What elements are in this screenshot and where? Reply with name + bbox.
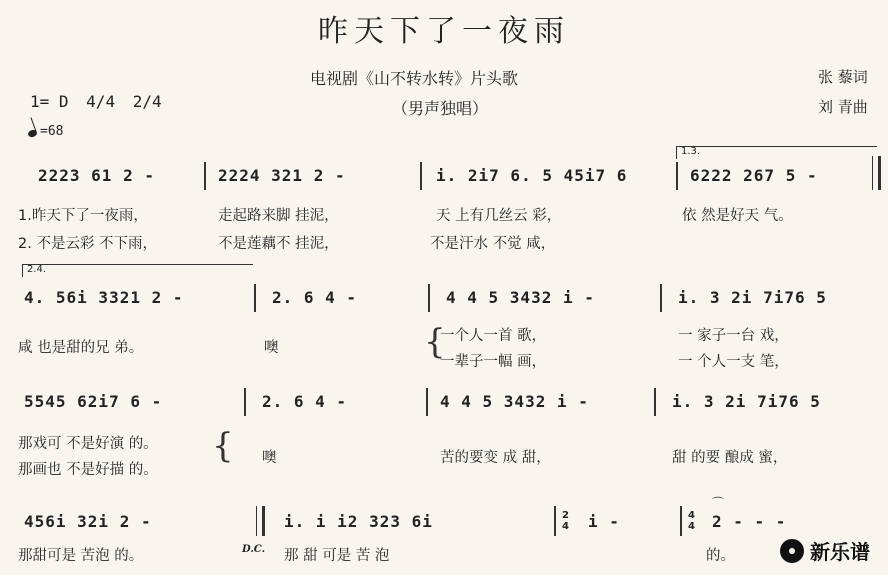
watermark-text: 新乐谱 [810, 540, 870, 564]
volta-second-ending [22, 264, 253, 277]
row2-lyric1-m4: 一 家子一台 戏， [678, 328, 789, 344]
barline [244, 388, 246, 416]
time-change-4-4: 4 4 [688, 510, 695, 532]
barline [204, 162, 206, 190]
verse-brace: { [212, 426, 234, 466]
row1-lyric2-m2: 不是莲藕不 挂泥， [218, 236, 339, 252]
key-signature [30, 92, 162, 111]
row1-lyric2-m3: 不是汗水 不觉 咸， [430, 236, 556, 252]
lyricist-credit: 张 藜词 [818, 68, 868, 86]
row4-lyric-m4: 的。 [706, 548, 735, 564]
song-title: 昨天下了一夜雨 [318, 14, 570, 49]
row4-measure3: i - [588, 512, 620, 531]
row3-lyric1-m2: 噢 [262, 450, 277, 466]
song-subtitle: 电视剧《山不转水转》片头歌 [310, 69, 519, 88]
row2-lyric1-m1: 咸 也是甜的兄 弟。 [18, 340, 144, 356]
row1-lyric1-m1: 1.昨天下了一夜雨， [18, 208, 148, 224]
barline [654, 388, 656, 416]
time-signature-1: 4/4 [86, 92, 116, 111]
record-disc-icon [780, 539, 804, 563]
repeat-barline [872, 156, 881, 190]
row2-lyric1-m2: 噢 [264, 340, 279, 356]
row4-lyric-m1: 那甜可是 苦泡 的。 [18, 548, 144, 564]
row3-lyric1-m1: 那戏可 不是好演 的。 [18, 436, 158, 452]
da-capo-mark: D.C. [242, 544, 266, 555]
row1-lyric1-m4: 依 然是好天 气。 [682, 208, 793, 224]
time-change-2-4: 2 4 [562, 510, 569, 532]
volta-first-ending [676, 146, 877, 159]
verse-brace: { [424, 322, 446, 362]
tempo-value: =68 [40, 124, 64, 139]
row1-lyric1-m3: 天 上有几丝云 彩， [436, 208, 562, 224]
volta-second-label: 2.4. [27, 264, 47, 275]
row2-measure1: 4. 56i 3321 2 - [24, 288, 184, 307]
row1-lyric1-m2: 走起路来脚 挂泥， [218, 208, 339, 224]
row1-measure3: i. 2i7 6. 5 45i7 6 [436, 166, 628, 185]
row3-measure3: 4 4 5 3432 i - [440, 392, 589, 411]
row4-measure2: i. i i2 323 6i [284, 512, 433, 531]
row2-measure4: i. 3 2i 7i76 5 [678, 288, 827, 307]
row3-lyric1-m4: 甜 的要 酿成 蜜， [672, 450, 788, 466]
row2-measure2: 2. 6 4 - [272, 288, 358, 307]
row4-measure4: 2 - - - [712, 512, 787, 531]
site-watermark [780, 536, 870, 565]
barline [680, 506, 682, 536]
barline [554, 506, 556, 536]
row1-measure4: 6222 267 5 - [690, 166, 818, 185]
row4-lyric-m2: 那 甜 可是 苦 泡 [284, 548, 390, 564]
row2-lyric2-m3: 一辈子一幅 画， [440, 354, 547, 370]
performer-note: （男声独唱） [392, 99, 489, 118]
row2-lyric1-m3: 一个人一首 歌， [440, 328, 547, 344]
volta-first-label: 1.3. [681, 146, 701, 157]
composer-credit: 刘 青曲 [818, 98, 868, 116]
row3-measure2: 2. 6 4 - [262, 392, 348, 411]
row3-lyric2-m1: 那画也 不是好描 的。 [18, 462, 158, 478]
barline [426, 388, 428, 416]
row3-measure1: 5545 62i7 6 - [24, 392, 163, 411]
tempo-marking [28, 124, 63, 139]
row3-measure4: i. 3 2i 7i76 5 [672, 392, 821, 411]
row4-measure1: 456i 32i 2 - [24, 512, 152, 531]
quarter-note-icon [27, 129, 38, 139]
row3-lyric1-m3: 苦的要变 成 甜， [440, 450, 551, 466]
key-label: 1= D [30, 92, 69, 111]
row1-measure1: 2223 61 2 - [38, 166, 155, 185]
row2-lyric2-m4: 一 个人一支 笔， [678, 354, 789, 370]
row1-lyric2-m1: 2. 不是云彩 不下雨， [18, 236, 158, 252]
double-barline [256, 506, 265, 536]
row1-measure2: 2224 321 2 - [218, 166, 346, 185]
barline [254, 284, 256, 312]
barline [420, 162, 422, 190]
fermata-icon: ⌒ [712, 496, 725, 510]
barline [428, 284, 430, 312]
barline [660, 284, 662, 312]
time-signature-2: 2/4 [132, 92, 162, 111]
row2-measure3: 4 4 5 3432 i - [446, 288, 595, 307]
barline [676, 162, 678, 190]
